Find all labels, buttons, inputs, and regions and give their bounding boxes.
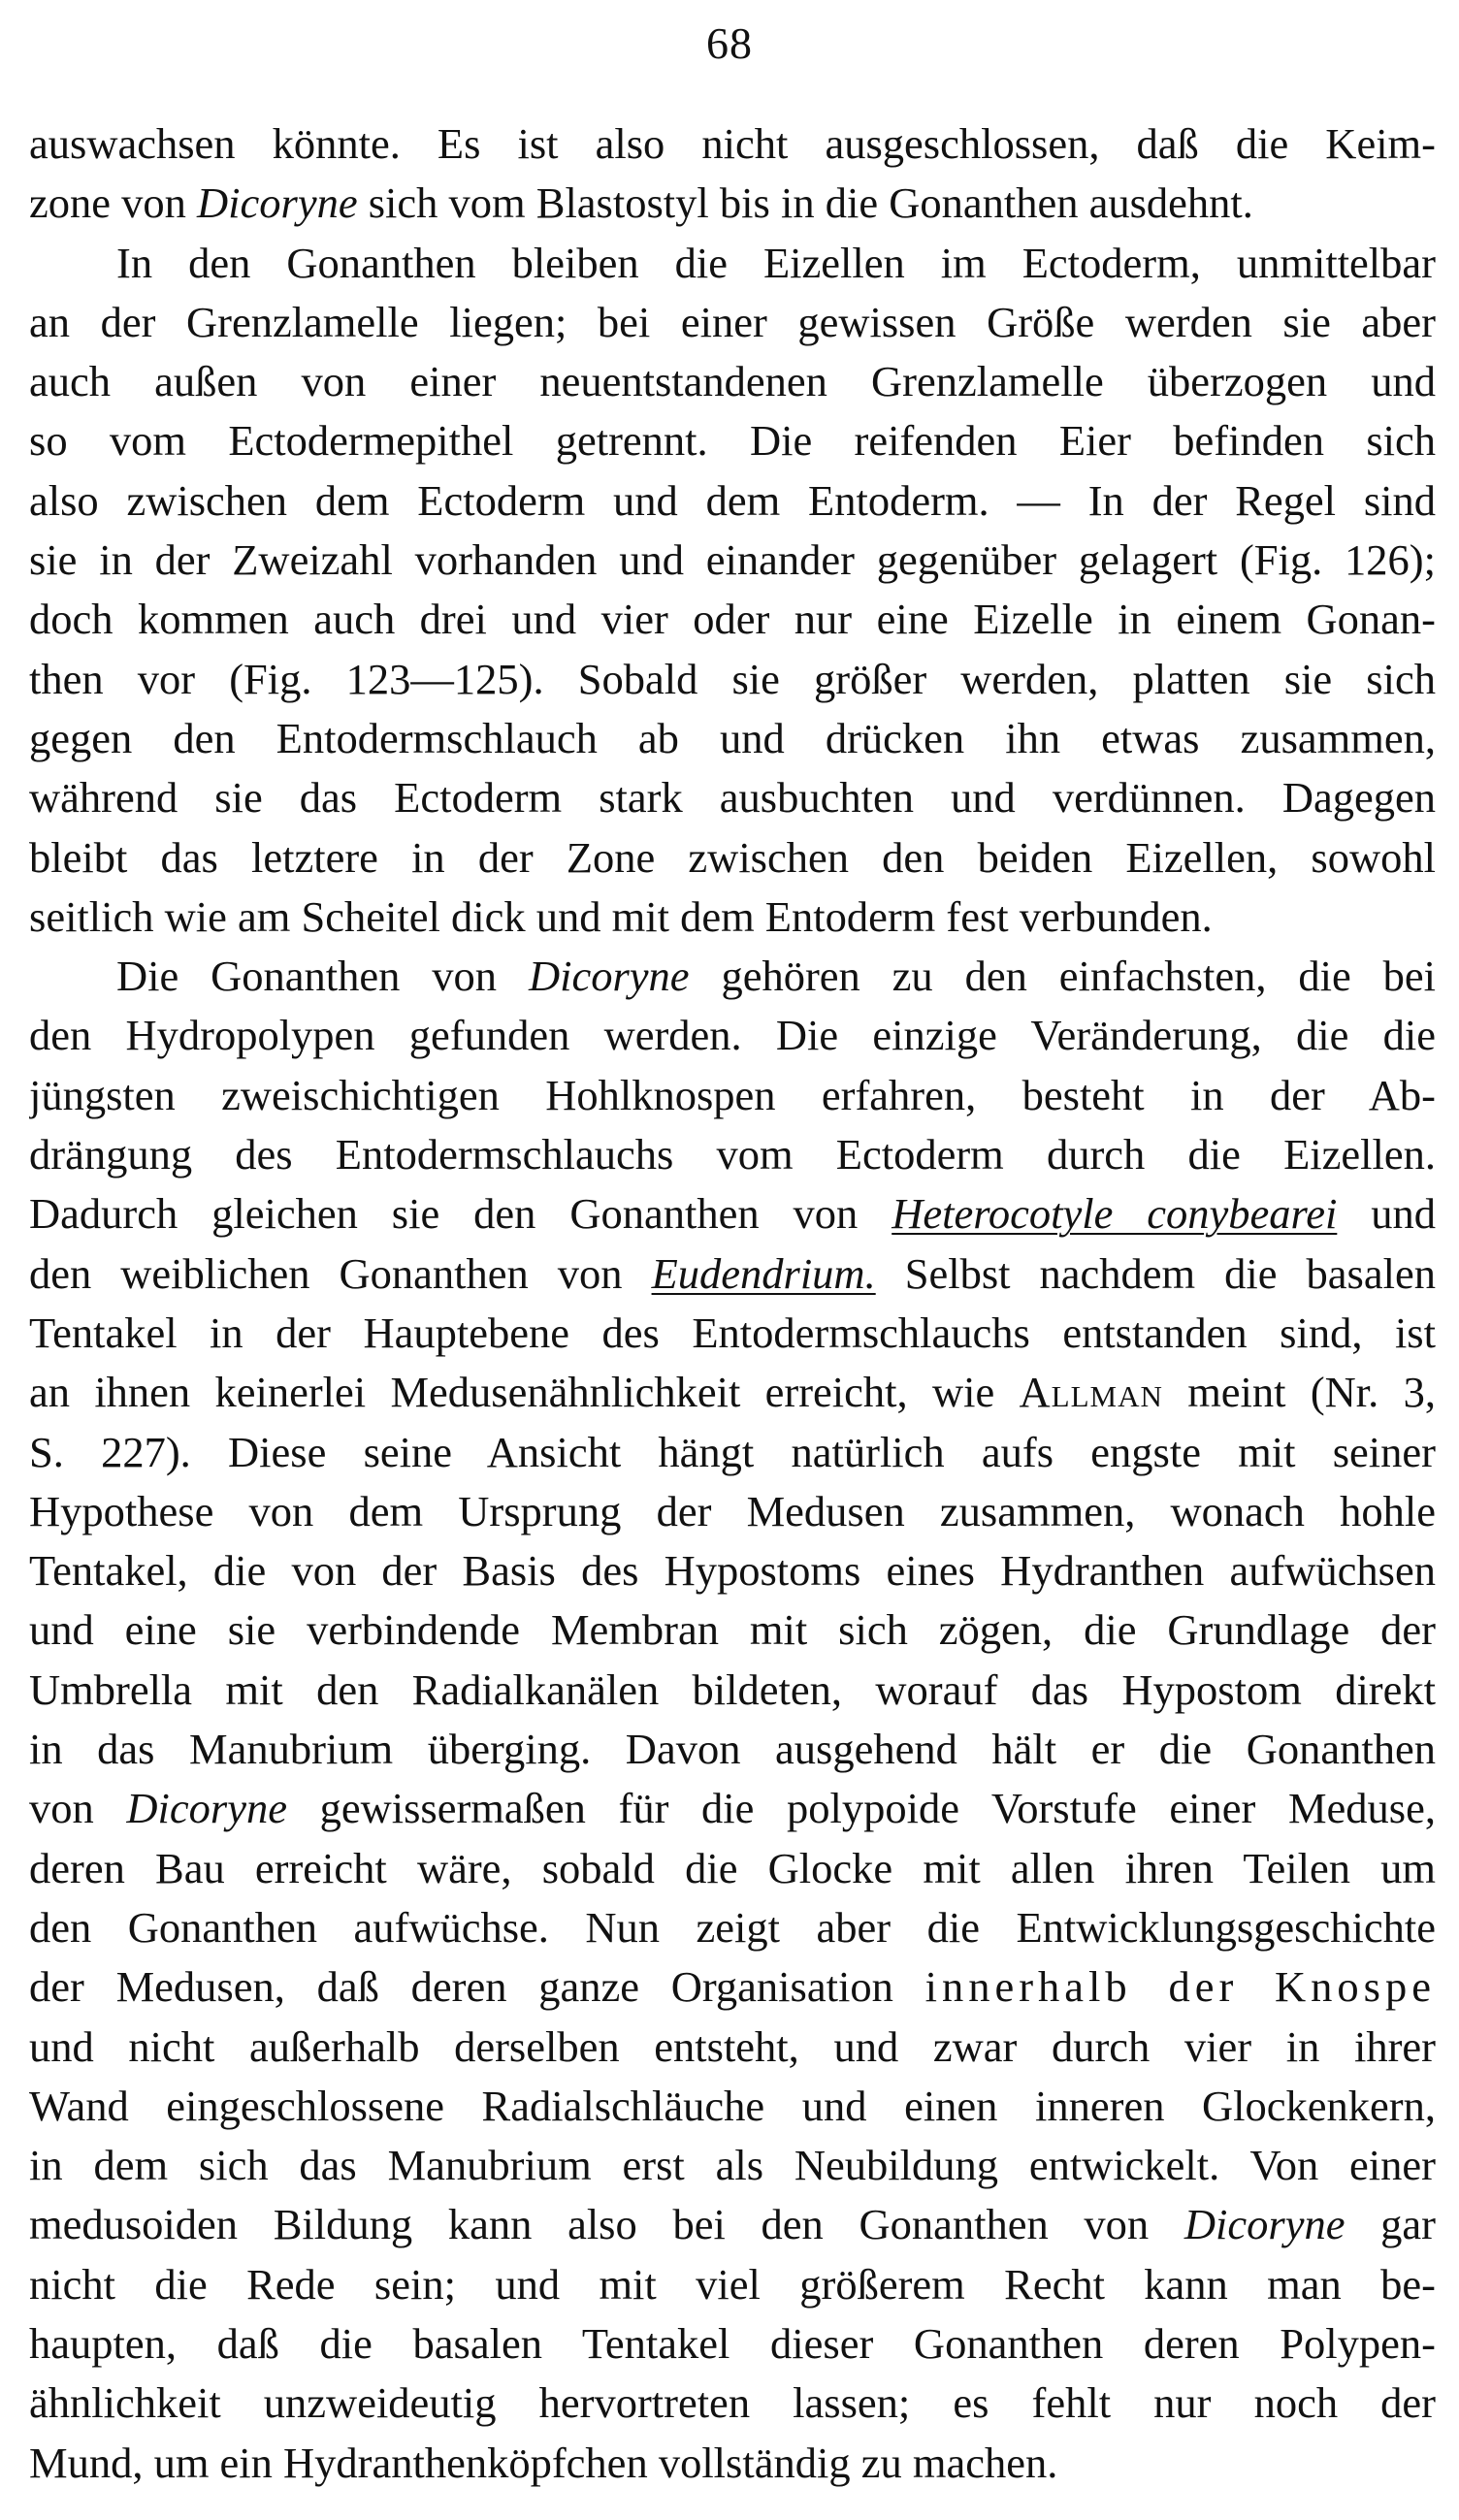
text-line	[29, 709, 1436, 768]
text-line	[29, 1363, 1436, 1422]
text-segment: ähnlichkeit unzweideutig hervortreten lassen; es fehlt nur noch der	[29, 2378, 1436, 2428]
paragraph	[29, 114, 1436, 234]
text-segment: und nicht außerhalb derselben entsteht, und zwar durch vier in ihrer	[29, 2021, 1436, 2071]
text-segment: den Hydropolypen gefunden werden. Die einzige Veränderung, die die	[29, 1011, 1436, 1060]
emphasized-text: Allman	[1019, 1368, 1163, 1417]
emphasized-text: Dicoryne	[126, 1784, 287, 1833]
text-segment: sie in der Zweizahl vorhanden und einander gegenüber gelagert (Fig. 126);	[29, 535, 1436, 585]
text-line	[29, 293, 1436, 352]
text-line	[29, 1779, 1436, 1838]
emphasized-text: Dicoryne	[528, 952, 690, 1001]
paragraph	[29, 234, 1436, 948]
text-segment: Selbst nachdem die basalen	[875, 1248, 1436, 1298]
text-line	[29, 174, 1436, 233]
text-line	[29, 352, 1436, 411]
text-segment: bleibt das letztere in der Zone zwischen den beiden Eizellen, sowohl	[29, 832, 1436, 882]
emphasized-text: Dicoryne	[197, 178, 358, 228]
text-segment: then vor (Fig. 123—125). Sobald sie größer werden, platten sie sich	[29, 654, 1436, 703]
text-segment: und eine sie verbindende Membran mit sich zögen, die Grundlage der	[29, 1605, 1436, 1655]
text-segment: und	[1337, 1189, 1436, 1239]
text-line	[29, 2255, 1436, 2314]
text-line	[29, 2434, 1436, 2493]
text-line	[29, 1957, 1436, 2017]
text-segment: doch kommen auch drei und vier oder nur eine Eizelle in einem Gonan-	[29, 595, 1436, 644]
text-segment: an der Grenzlamelle liegen; bei einer gewissen Größe werden sie aber	[29, 297, 1436, 346]
text-segment: in dem sich das Manubrium erst als Neubildung entwickelt. Von einer	[29, 2141, 1436, 2190]
text-segment: sich vom Blastostyl bis in die Gonanthen ausdehnt.	[357, 178, 1253, 228]
text-segment: seitlich wie am Scheitel dick und mit dem Entoderm fest verbunden.	[29, 891, 1213, 941]
text-segment: Hypothese von dem Ursprung der Medusen zusammen, wonach hohle	[29, 1486, 1436, 1535]
emphasized-text: Dicoryne	[1183, 2200, 1346, 2249]
text-segment: S. 227). Diese seine Ansicht hängt natürlich aufs engste mit seiner	[29, 1427, 1436, 1476]
text-line	[29, 531, 1436, 590]
text-segment: Tentakel, die von der Basis des Hypostoms eines Hydranthen aufwüchsen	[29, 1546, 1436, 1596]
emphasized-text: innerhalb der Knospe	[924, 1962, 1436, 2012]
text-segment: In den Gonanthen bleiben die Eizellen im Ectoderm, unmittelbar	[116, 238, 1436, 287]
text-line	[29, 234, 1436, 293]
text-line	[29, 590, 1436, 649]
text-segment: Dadurch gleichen sie den Gonanthen von	[29, 1189, 892, 1239]
text-line	[29, 471, 1436, 531]
text-line	[29, 1898, 1436, 1957]
text-segment: jüngsten zweischichtigen Hohlknospen erfahren, besteht in der Ab-	[29, 1070, 1436, 1119]
text-segment: an ihnen keinerlei Medusenähnlichkeit erreicht, wie	[29, 1368, 1020, 1417]
text-segment: auch außen von einer neuentstandenen Grenzlamelle überzogen und	[29, 357, 1436, 406]
text-line	[29, 2136, 1436, 2195]
text-line	[29, 828, 1436, 888]
text-line	[29, 650, 1436, 709]
text-segment: so vom Ectodermepithel getrennt. Die reifenden Eier befinden sich	[29, 416, 1436, 466]
text-line	[29, 768, 1436, 827]
text-segment: also zwischen dem Ectoderm und dem Entoderm. — In der Regel sind	[29, 475, 1436, 525]
page-number: 68	[706, 18, 753, 68]
text-line	[29, 947, 1436, 1006]
text-segment: medusoiden Bildung kann also bei den Gonanthen von	[29, 2200, 1184, 2249]
paragraph	[29, 947, 1436, 2493]
emphasized-text: Heterocotyle conybearei	[892, 1189, 1338, 1239]
text-segment: den weiblichen Gonanthen von	[29, 1248, 652, 1298]
text-line	[29, 1125, 1436, 1184]
text-segment: auswachsen könnte. Es ist also nicht ausgeschlossen, daß die Keim-	[29, 119, 1436, 168]
text-segment: Umbrella mit den Radialkanälen bildeten, worauf das Hypostom direkt	[29, 1664, 1436, 1714]
text-segment: gar	[1345, 2200, 1436, 2249]
text-segment: während sie das Ectoderm stark ausbuchten und verdünnen. Dagegen	[29, 773, 1436, 823]
body-text	[29, 114, 1436, 2493]
text-line	[29, 114, 1436, 174]
text-line	[29, 1184, 1436, 1244]
text-line	[29, 1066, 1436, 1125]
text-segment: haupten, daß die basalen Tentakel dieser Gonanthen deren Polypen-	[29, 2318, 1436, 2368]
text-line	[29, 2374, 1436, 2433]
text-segment: gewissermaßen für die polypoide Vorstufe einer Meduse,	[286, 1784, 1436, 1833]
emphasized-text: Eudendrium.	[651, 1248, 876, 1298]
text-line	[29, 2314, 1436, 2374]
text-segment: von	[29, 1784, 127, 1833]
text-segment: Wand eingeschlossene Radialschläuche und einen inneren Glockenkern,	[29, 2081, 1436, 2130]
text-segment: in das Manubrium überging. Davon ausgehend hält er die Gonanthen	[29, 1725, 1436, 1774]
text-line	[29, 1006, 1436, 1065]
text-segment: der Medusen, daß deren ganze Organisation	[29, 1962, 925, 2012]
text-line	[29, 1244, 1436, 1304]
text-line	[29, 2195, 1436, 2254]
text-line	[29, 2077, 1436, 2136]
text-line	[29, 1482, 1436, 1541]
text-segment: drängung des Entodermschlauchs vom Ectoderm durch die Eizellen.	[29, 1130, 1436, 1179]
text-segment: Tentakel in der Hauptebene des Entodermschlauchs entstanden sind, ist	[29, 1308, 1436, 1357]
text-segment: deren Bau erreicht wäre, sobald die Glocke mit allen ihren Teilen um	[29, 1843, 1436, 1892]
text-line	[29, 1839, 1436, 1898]
text-line	[29, 888, 1436, 947]
text-line	[29, 1720, 1436, 1779]
text-line	[29, 1423, 1436, 1482]
text-segment: Mund, um ein Hydranthenköpfchen vollständig zu machen.	[29, 2438, 1058, 2487]
text-line	[29, 1600, 1436, 1660]
text-line	[29, 1661, 1436, 1720]
text-line	[29, 1541, 1436, 1600]
text-segment: Die Gonanthen von	[116, 952, 529, 1001]
text-segment: gegen den Entodermschlauch ab und drücken ihn etwas zusammen,	[29, 713, 1436, 762]
text-line	[29, 1304, 1436, 1363]
text-line	[29, 411, 1436, 470]
text-segment: zone von	[29, 178, 198, 228]
text-line	[29, 2018, 1436, 2077]
text-segment: den Gonanthen aufwüchse. Nun zeigt aber die Entwicklungsgeschichte	[29, 1902, 1436, 1952]
text-segment: gehören zu den einfachsten, die bei	[689, 952, 1436, 1001]
text-segment: nicht die Rede sein; und mit viel größerem Recht kann man be-	[29, 2259, 1436, 2309]
text-segment: meint (Nr. 3,	[1162, 1368, 1436, 1417]
